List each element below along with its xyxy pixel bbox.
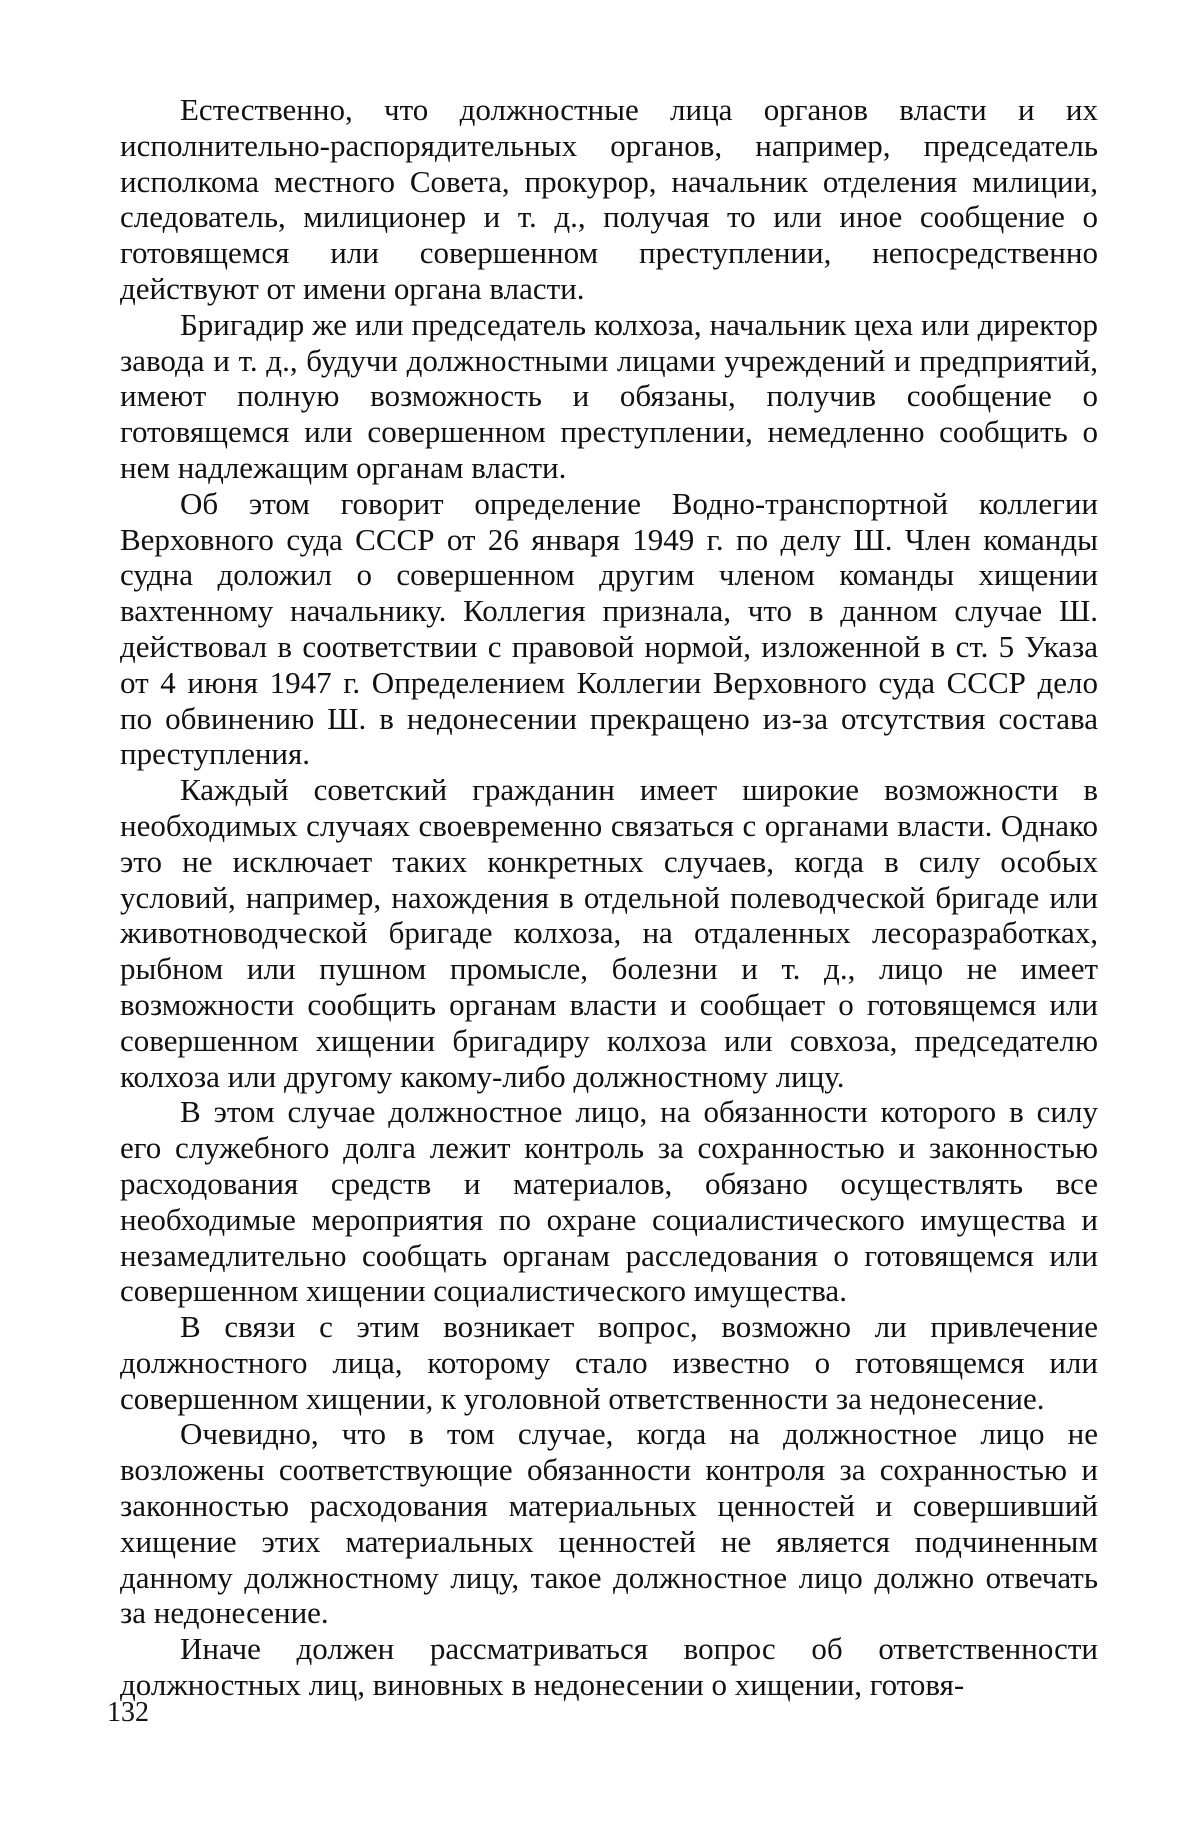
page-number: 132 [107,1697,149,1728]
paragraph-1: Естественно, что должностные лица органов власти и их исполнительно-распорядительных органов, например, председатель исполкома местного Совета, прокурор, начальник отделения милиции, следователь, милиционер и т. д., получая то или иное сообщение о готовящемся или совершенном преступлении, непосредственно действуют от имени органа власти. [120,92,1098,306]
paragraph-4: Каждый советский гражданин имеет широкие возможности в необходимых случаях своевременно связаться с органами власти. Однако это не исключает таких конкретных случаев, когда в силу особых условий, например, нахождения в отдельной полеводческой бригаде или животноводческой бригаде колхоза, на отдаленных лесоразработках, рыбном или пушном промысле, болезни и т. д., лицо не имеет возможности сообщить органам власти и сообщает о готовящемся или совершенном хищении бригадиру колхоза или совхоза, председателю колхоза или другому какому-либо должностному лицу. [120,772,1098,1094]
page-body [120,92,1098,1703]
paragraph-8: Иначе должен рассматриваться вопрос об ответственности должностных лиц, виновных в недонесении о хищении, готовя- [120,1631,1098,1703]
paragraph-7: Очевидно, что в том случае, когда на должностное лицо не возложены соответствующие обязанности контроля за сохранностью и законностью расходования материальных ценностей и совершивший хищение этих материальных ценностей не является подчиненным данному должностному лицу, такое должностное лицо должно отвечать за недонесение. [120,1416,1098,1631]
paragraph-6: В связи с этим возникает вопрос, возможно ли привлечение должностного лица, которому стало известно о готовящемся или совершенном хищении, к уголовной ответственности за недонесение. [120,1309,1098,1416]
paragraph-5: В этом случае должностное лицо, на обязанности которого в силу его служебного долга лежит контроль за сохранностью и законностью расходования средств и материалов, обязано осуществлять все необходимые мероприятия по охране социалистического имущества и незамедлительно сообщать органам расследования о готовящемся или совершенном хищении социалистического имущества. [120,1094,1098,1309]
paragraph-2: Бригадир же или председатель колхоза, начальник цеха или директор завода и т. д., будучи должностными лицами учреждений и предприятий, имеют полную возможность и обязаны, получив сообщение о готовящемся или совершенном преступлении, немедленно сообщить о нем надлежащим органам власти. [120,306,1098,485]
paragraph-3: Об этом говорит определение Водно-транспортной коллегии Верховного суда СССР от 26 января 1949 г. по делу Ш. Член команды судна доложил о совершенном другим членом команды хищении вахтенному начальнику. Коллегия признала, что в данном случае Ш. действовал в соответствии с правовой нормой, изложенной в ст. 5 Указа от 4 июня 1947 г. Определением Коллегии Верховного суда СССР дело по обвинению Ш. в недонесении прекращено из-за отсутствия состава преступления. [120,485,1098,772]
